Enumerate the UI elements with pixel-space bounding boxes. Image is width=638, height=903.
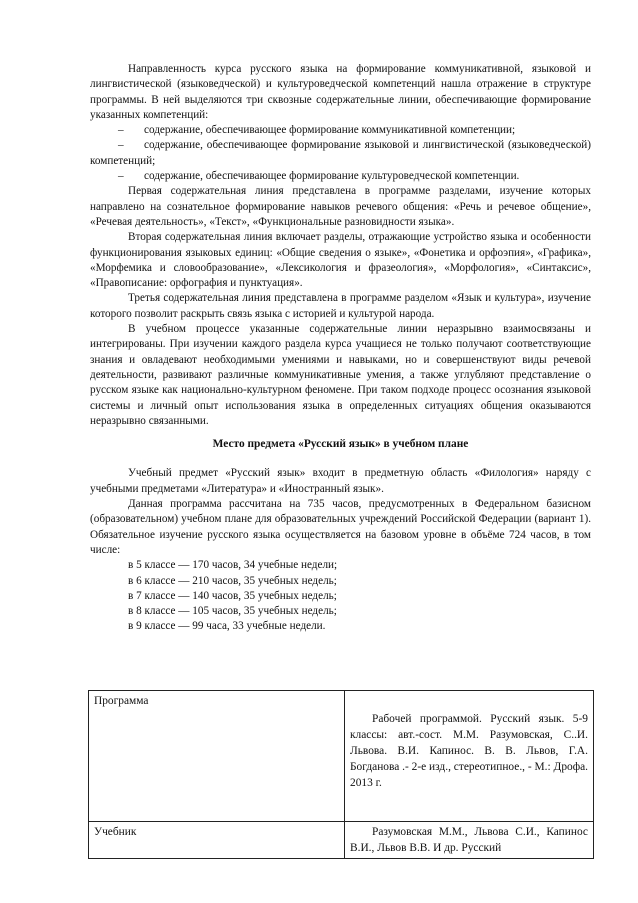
hours-item: в 5 классе — 170 часов, 34 учебные недели; [128,559,338,572]
list-item: – содержание, обеспечивающее формирование культуроведческой компетенции. [90,169,591,184]
paragraph-hours-total: Данная программа рассчитана на 735 часов, предусмотренных в Федеральном базисном (образовательном) учебном плане для образовательных учреждений Российской Федерации (вариант 1). Обязательное изучение русского языка осуществляется на базовом уровне в объёме 724 часов, в том числе: [90,498,591,556]
table-row [89,691,594,822]
table-row [89,822,594,859]
program-table [88,690,594,859]
hours-item: в 6 классе — 210 часов, 35 учебных недель; [128,574,337,587]
table-cell-label: Программа [89,691,345,822]
dash-marker: – [118,139,124,152]
body-text [90,62,591,635]
list-item: – содержание, обеспечивающее формирование коммуникативной компетенции; [90,123,591,138]
hours-list [90,558,591,634]
paragraph-first-line: Первая содержательная линия представлена в программе разделами, изучение которых направлено на сознательное формирование навыков речевого общения: «Речь и речевое общение», «Речевая деятельность», «Текст», «Функциональные разновидности языка». [90,185,591,228]
paragraph-integration: В учебном процессе указанные содержательные линии неразрывно взаимосвязаны и интегрированы. При изучении каждого раздела курса учащиеся не только получают соответствующие знания и овладевают необходимыми умениями и навыками, но и совершенствуют виды речевой деятельности, развивают различные коммуникативные умения, а также углубляют представление о русском языке как национально-культурном феномене. При таком подходе процесс осознания языковой системы и личный опыт использования языка в определенных ситуациях общения оказываются неразрывно связанными. [90,323,591,427]
section-heading: Место предмета «Русский язык» в учебном плане [212,438,469,451]
dash-marker: – [118,170,124,183]
paragraph-subject-area: Учебный предмет «Русский язык» входит в предметную область «Филология» наряду с учебными предметами «Литература» и «Иностранный язык». [90,467,591,495]
table-cell-label: Учебник [89,822,345,859]
hours-item: в 8 классе — 105 часов, 35 учебных недель; [128,605,337,618]
table-cell-value: Рабочей программой. Русский язык. 5-9 классы: авт.-сост. М.М. Разумовская, С..И. Львова. В.И. Капинос. В. В. Львов, Г.А. Богданова .- 2-е изд., стереотипное., - М.: Дрофа. 2013 г. [345,691,594,822]
hours-item: в 7 классе — 140 часов, 35 учебных недель; [128,589,337,602]
paragraph-third-line: Третья содержательная линия представлена в программе разделом «Язык и культура», изучение которого позволит раскрыть связь языка с историей и культурой народа. [90,292,591,320]
hours-item: в 9 классе — 99 часа, 33 учебные недели. [128,620,326,633]
paragraph-competencies: Направленность курса русского языка на формирование коммуникативной, языковой и лингвистической (языковедческой) и культуроведческой компетенций нашла отражение в структуре программы. В ней выделяются три сквозные содержательные линии, обеспечивающие формирование указанных компетенций: [90,63,591,121]
list-item: – содержание, обеспечивающее формирование языковой и лингвистической (языковедческой) компетенций; [90,139,591,167]
paragraph-second-line: Вторая содержательная линия включает разделы, отражающие устройство языка и особенности функционирования языковых единиц: «Общие сведения о языке», «Фонетика и орфоэпия», «Графика», «Морфемика и словообразование», «Лексикология и фразеология», «Морфология», «Синтаксис», «Правописание: орфография и пунктуация». [90,231,591,290]
table-cell-value: Разумовская М.М., Львова С.И., Капинос В.И., Львов В.В. И др. Русский [345,822,594,859]
dash-marker: – [118,124,124,137]
